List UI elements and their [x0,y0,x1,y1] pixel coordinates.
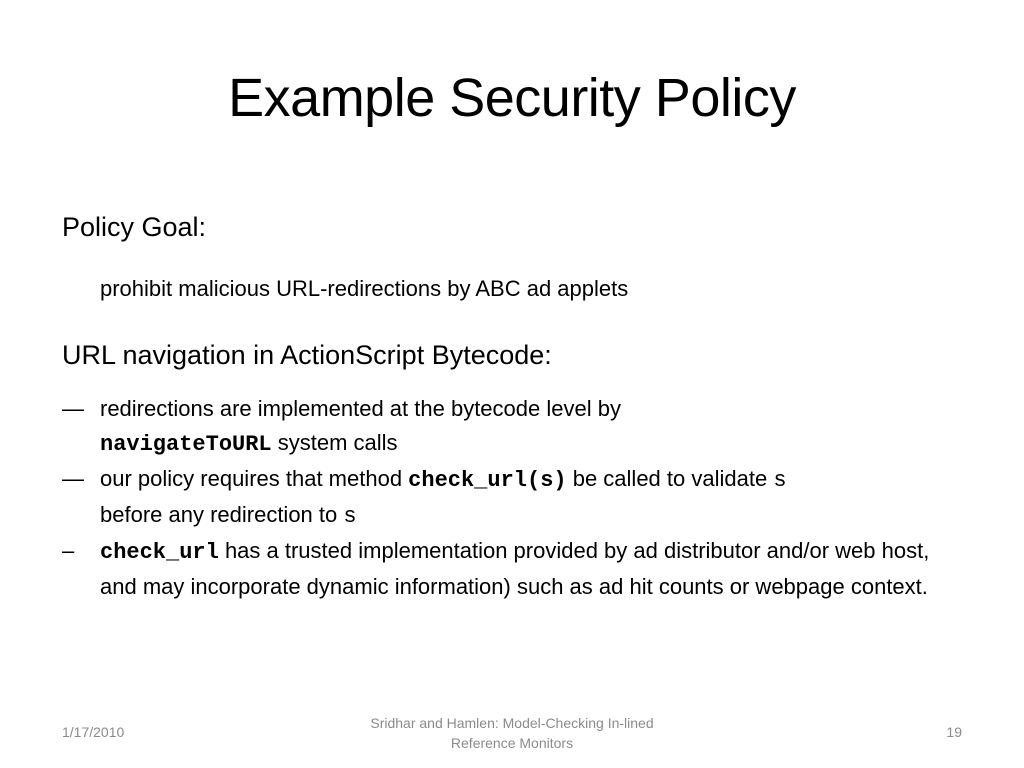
bullet-text: before any redirection to [100,502,344,527]
bullet-text: system calls [271,430,398,455]
footer-title: Sridhar and Hamlen: Model-Checking In-lined Reference Monitors [370,715,654,751]
bullet-text: has a trusted implementation provided by ad distributor and/or web host, and may incorporate dynamic information) such as ad hit counts or webpage context. [100,538,930,599]
bullet-marker: — [62,396,84,421]
code-s: s [773,468,787,493]
code-s: s [343,504,357,529]
bullet-text: our policy requires that method [100,466,409,491]
bullet-marker: — [62,466,84,491]
bullet-marker: – [62,538,75,563]
bullet-item [62,462,940,534]
bullet-item [62,534,940,604]
slide-content [62,208,962,604]
policy-goal-text: prohibit malicious URL-redirections by ABC ad applets [100,276,629,301]
page-number: 19 [946,724,962,740]
code-navigate-to-url: navigateToURL [100,432,272,457]
url-navigation-heading: URL navigation in ActionScript Bytecode: [62,340,552,370]
code-check-url-s: check_url(s) [408,468,567,493]
policy-goal-heading: Policy Goal: [62,212,207,242]
bullet-text: redirections are implemented at the bytecode level by [100,396,621,421]
slide-title: Example Security Policy [228,68,796,128]
bullet-item [62,392,940,462]
footer-date: 1/17/2010 [62,724,125,740]
code-check-url: check_url [100,540,219,565]
bullet-text: be called to validate [566,466,774,491]
